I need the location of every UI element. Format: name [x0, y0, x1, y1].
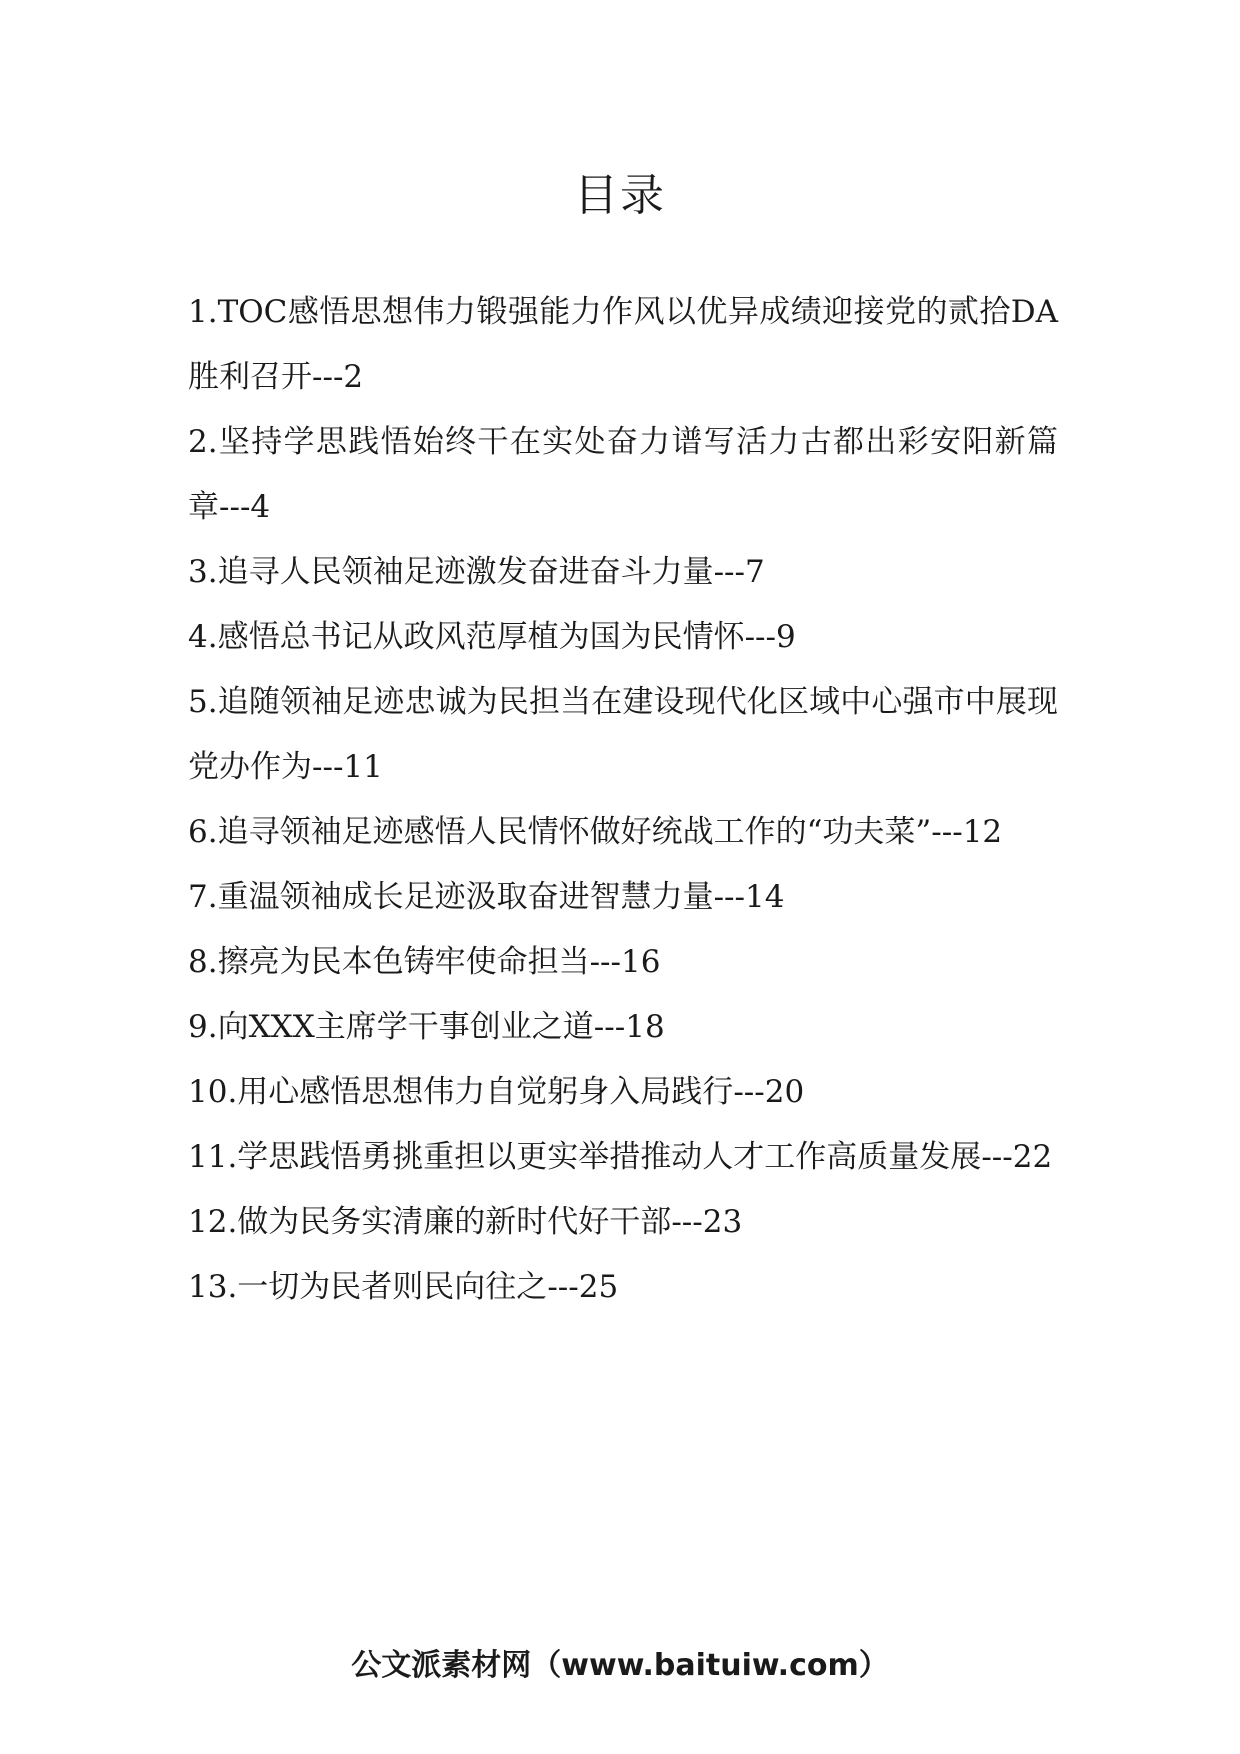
- toc-entry-title: 3.追寻人民领袖足迹激发奋进奋斗力量: [188, 554, 714, 590]
- toc-entry[interactable]: [188, 865, 1058, 930]
- toc-entry[interactable]: [188, 280, 1058, 410]
- toc-entry-page: ---18: [593, 1009, 665, 1045]
- toc-entry[interactable]: [188, 800, 1058, 865]
- toc-entry[interactable]: [188, 410, 1058, 540]
- toc-entry[interactable]: [188, 930, 1058, 995]
- toc-entry-page: ---16: [589, 944, 661, 980]
- toc-entry-page: ---2: [312, 359, 364, 395]
- toc-entry[interactable]: [188, 670, 1058, 800]
- toc-entry[interactable]: [188, 1255, 1058, 1320]
- toc-entry[interactable]: [188, 1060, 1058, 1125]
- toc-entry-page: ---23: [671, 1204, 743, 1240]
- toc-entry-title: 13.一切为民者则民向往之: [188, 1269, 548, 1305]
- toc-entry-page: ---7: [713, 554, 765, 590]
- toc-entry-title: 11.学思践悟勇挑重担以更实举措推动人才工作高质量发展: [188, 1139, 982, 1175]
- page-title: 目录: [574, 170, 666, 221]
- toc-entry[interactable]: [188, 1125, 1058, 1190]
- toc-entry-page: ---12: [931, 814, 1003, 850]
- toc-entry-title: 1.TOC感悟思想伟力锻强能力作风以优异成绩迎接党的贰拾DA胜利召开: [188, 294, 1058, 395]
- toc-entry-page: ---4: [219, 489, 271, 525]
- toc-entry-title: 12.做为民务实清廉的新时代好干部: [188, 1204, 672, 1240]
- toc-entry[interactable]: [188, 995, 1058, 1060]
- toc-entry-title: 9.向XXX主席学干事创业之道: [188, 1009, 594, 1045]
- toc-entry-page: ---22: [981, 1139, 1053, 1175]
- toc-entry-title: 10.用心感悟思想伟力自觉躬身入局践行: [188, 1074, 734, 1110]
- toc-entry-title: 7.重温领袖成长足迹汲取奋进智慧力量: [188, 879, 714, 915]
- toc-entry[interactable]: [188, 540, 1058, 605]
- toc-entry-title: 5.追随领袖足迹忠诚为民担当在建设现代化区域中心强市中展现党办作为: [188, 684, 1058, 785]
- toc-entry-page: ---14: [713, 879, 785, 915]
- toc-entry-title: 6.追寻领袖足迹感悟人民情怀做好统战工作的“功夫菜”: [188, 814, 932, 850]
- toc-entry-title: 8.擦亮为民本色铸牢使命担当: [188, 944, 590, 980]
- toc-entry-page: ---11: [312, 749, 383, 785]
- toc-entry[interactable]: [188, 605, 1058, 670]
- toc-entry-page: ---9: [744, 619, 796, 655]
- footer-source: 公文派素材网（www.baituiw.com）: [351, 1648, 889, 1683]
- table-of-contents: [188, 280, 1058, 1320]
- toc-entry[interactable]: [188, 1190, 1058, 1255]
- toc-entry-title: 4.感悟总书记从政风范厚植为国为民情怀: [188, 619, 745, 655]
- toc-entry-page: ---20: [733, 1074, 805, 1110]
- toc-entry-page: ---25: [547, 1269, 619, 1305]
- toc-entry-title: 2.坚持学思践悟始终干在实处奋力谱写活力古都出彩安阳新篇章: [188, 424, 1058, 525]
